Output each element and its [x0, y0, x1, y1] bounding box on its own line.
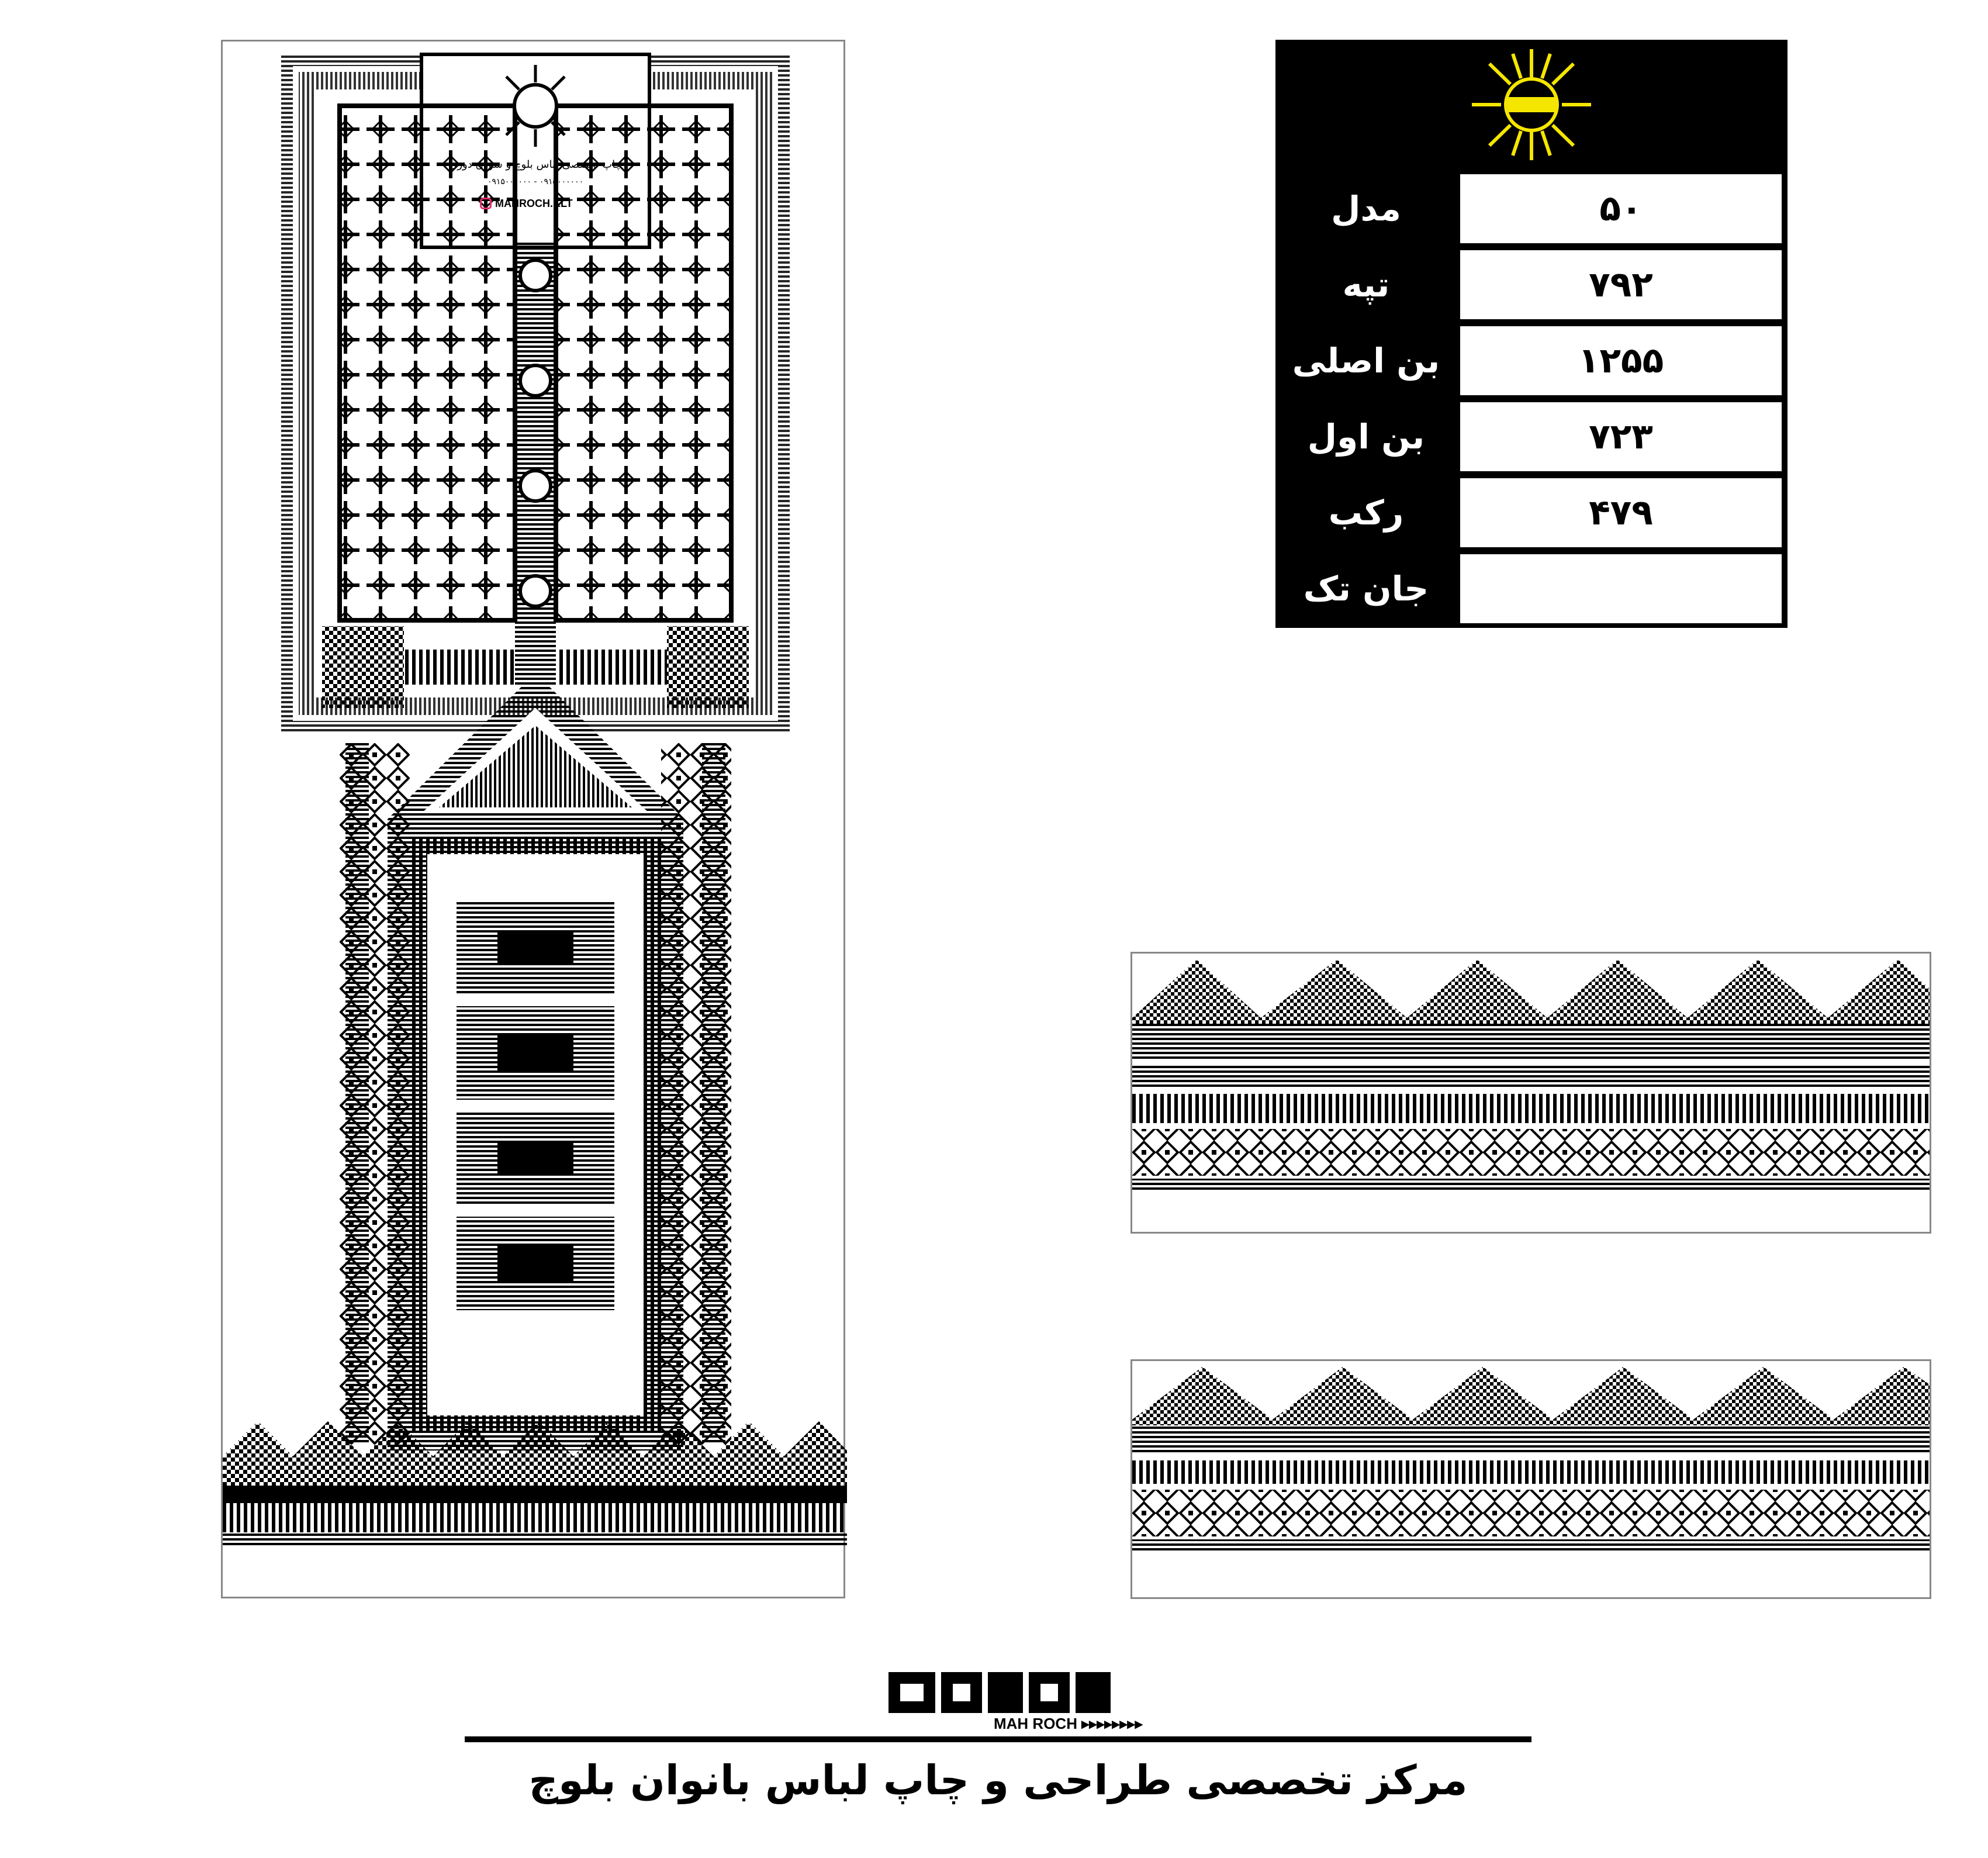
spec-label: بن اول [1279, 402, 1453, 471]
border-strip-art [1132, 1361, 1930, 1597]
spec-label: جان تک [1279, 554, 1453, 623]
spec-table-header [1279, 43, 1784, 171]
spec-label: رکب [1279, 478, 1453, 547]
spec-value: ۵۰ [1460, 174, 1782, 243]
collar-instagram [480, 195, 597, 212]
spec-value: ۷۹۲ [1460, 250, 1782, 319]
garment-pattern-panel [221, 40, 845, 1598]
spec-table [1275, 40, 1788, 628]
spec-row-first-hem [1279, 402, 1784, 478]
spec-row-model [1279, 174, 1784, 250]
collar-caption: چاپ تخصصی لباس بلوچ و سوزن دوزی [449, 158, 622, 171]
collar-logo [489, 59, 582, 153]
sun-logo-icon [1279, 43, 1784, 171]
spec-value: ۷۲۳ [1460, 402, 1782, 471]
instagram-icon [480, 198, 492, 209]
spec-row-jantak [1279, 554, 1784, 630]
footer-divider [465, 1736, 1531, 1742]
border-strip-1 [1130, 952, 1931, 1234]
spec-label: تپه [1279, 250, 1453, 319]
spec-value: ۴۷۹ [1460, 478, 1782, 547]
garment-pattern-art [223, 42, 847, 1600]
spec-row-tapeh [1279, 250, 1784, 326]
spec-row-main-hem [1279, 326, 1784, 402]
spec-label: بن اصلی [1279, 326, 1453, 395]
border-strip-art [1132, 954, 1930, 1232]
footer-tagline: مرکز تخصصی طراحی و چاپ لباس بانوان بلوچ [528, 1756, 1468, 1804]
spec-label: مدل [1279, 174, 1453, 243]
instagram-handle: MAHROCH.KLT [495, 197, 573, 209]
spec-row-sleeve [1279, 478, 1784, 554]
spec-value [1460, 554, 1782, 623]
footer-brand-latin: MAH ROCH ▸▸▸▸▸▸▸▸ [994, 1715, 1143, 1732]
border-strip-2 [1130, 1359, 1931, 1599]
spec-value: ۱۲۵۵ [1460, 326, 1782, 395]
collar-phone: ۰۹۱۵۰۰۰۰۰۰ - ۰۹۱۵۰۰۰۰۰۰ [487, 177, 584, 187]
sun-logo-icon [489, 59, 582, 153]
